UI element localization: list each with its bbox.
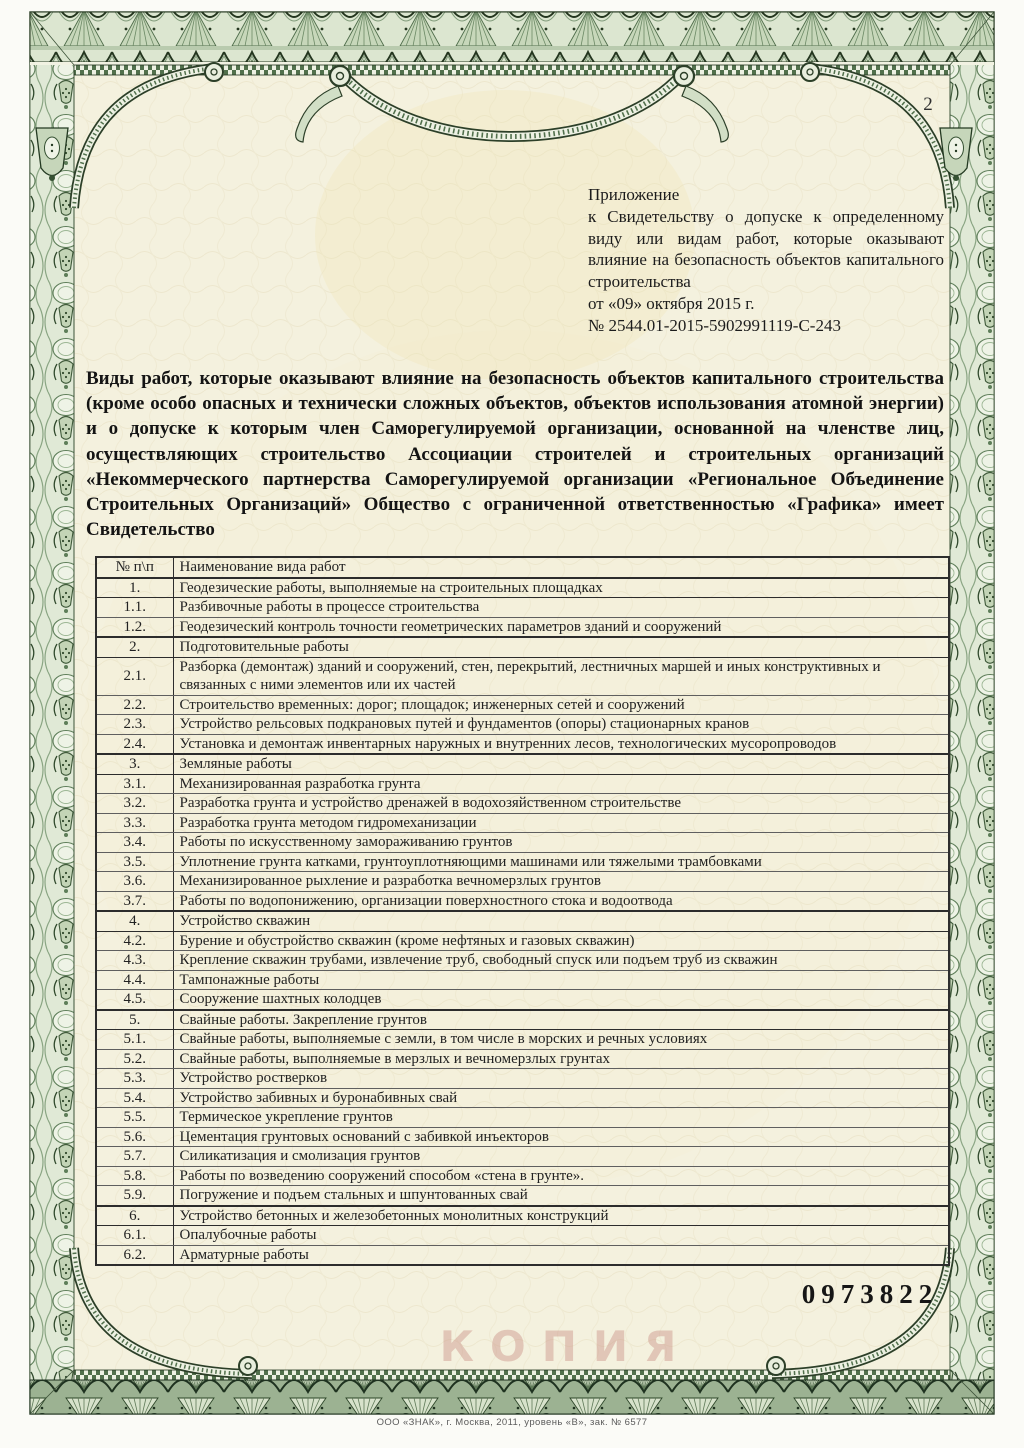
row-title: Тампонажные работы bbox=[173, 970, 949, 990]
table-row bbox=[96, 1166, 949, 1186]
table-row bbox=[96, 715, 949, 735]
top-border bbox=[30, 12, 994, 75]
row-title: Свайные работы, выполняемые с земли, в том числе в морских и речных условиях bbox=[173, 1030, 949, 1050]
row-title: Устройство бетонных и железобетонных монолитных конструкций bbox=[173, 1206, 949, 1226]
table-row bbox=[96, 813, 949, 833]
row-number: 2.1. bbox=[96, 657, 173, 695]
table-row bbox=[96, 1226, 949, 1246]
table-row bbox=[96, 1127, 949, 1147]
serial-number: 0973822 bbox=[801, 1279, 939, 1309]
appendix-body: к Свидетельству о допуске к определенному виду или видам работ, которые оказывают влияние на безопасность объектов капитального строительства bbox=[588, 206, 944, 292]
table-row bbox=[96, 637, 949, 657]
row-title: Разработка грунта методом гидромеханизации bbox=[173, 813, 949, 833]
row-title: Подготовительные работы bbox=[173, 637, 949, 657]
row-title: Работы по водопонижению, организации поверхностного стока и водоотвода bbox=[173, 891, 949, 911]
table-row bbox=[96, 872, 949, 892]
appendix-number: № 2544.01-2015-5902991119-С-243 bbox=[588, 315, 841, 335]
row-title: Крепление скважин трубами, извлечение труб, свободный спуск или подъем труб из скважин bbox=[173, 951, 949, 971]
table-row bbox=[96, 852, 949, 872]
row-title: Разбивочные работы в процессе строительства bbox=[173, 598, 949, 618]
table-row bbox=[96, 833, 949, 853]
copy-watermark: КОПИЯ bbox=[439, 1322, 693, 1371]
table-row bbox=[96, 794, 949, 814]
row-title: Геодезические работы, выполняемые на строительных площадках bbox=[173, 578, 949, 598]
row-number: 5.8. bbox=[96, 1166, 173, 1186]
row-title: Силикатизация и смолизация грунтов bbox=[173, 1147, 949, 1167]
row-number: 3.3. bbox=[96, 813, 173, 833]
work-types-table-head bbox=[96, 557, 949, 578]
row-title: Термическое укрепление грунтов bbox=[173, 1108, 949, 1128]
table-row bbox=[96, 1147, 949, 1167]
row-number: 5.2. bbox=[96, 1049, 173, 1069]
row-number: 5.9. bbox=[96, 1186, 173, 1206]
row-title: Земляные работы bbox=[173, 754, 949, 774]
row-title: Работы по искусственному замораживанию грунтов bbox=[173, 833, 949, 853]
table-row bbox=[96, 1049, 949, 1069]
page-number: 2 bbox=[923, 94, 933, 115]
row-title: Опалубочные работы bbox=[173, 1226, 949, 1246]
row-title: Механизированное рыхление и разработка вечномерзлых грунтов bbox=[173, 872, 949, 892]
row-number: 2. bbox=[96, 637, 173, 657]
row-number: 5.4. bbox=[96, 1088, 173, 1108]
row-title: Сооружение шахтных колодцев bbox=[173, 990, 949, 1010]
row-number: 5.6. bbox=[96, 1127, 173, 1147]
row-number: 3.6. bbox=[96, 872, 173, 892]
row-title: Геодезический контроль точности геометрических параметров зданий и сооружений bbox=[173, 617, 949, 637]
row-title: Строительство временных: дорог; площадок; инженерных сетей и сооружений bbox=[173, 695, 949, 715]
table-row bbox=[96, 970, 949, 990]
row-number: 3. bbox=[96, 754, 173, 774]
row-title: Устройство ростверков bbox=[173, 1069, 949, 1089]
row-number: 4.4. bbox=[96, 970, 173, 990]
table-row bbox=[96, 931, 949, 951]
row-number: 3.2. bbox=[96, 794, 173, 814]
header-title-column: Наименование вида работ bbox=[173, 557, 949, 578]
row-number: 5. bbox=[96, 1010, 173, 1030]
row-number: 2.3. bbox=[96, 715, 173, 735]
table-row bbox=[96, 1245, 949, 1265]
table-row bbox=[96, 695, 949, 715]
row-title: Свайные работы. Закрепление грунтов bbox=[173, 1010, 949, 1030]
row-number: 4. bbox=[96, 911, 173, 931]
table-row bbox=[96, 891, 949, 911]
row-title: Уплотнение грунта катками, грунтоуплотняющими машинами или тяжелыми трамбовками bbox=[173, 852, 949, 872]
printer-footer: ООО «ЗНАК», г. Москва, 2011, уровень «В», зак. № 6577 bbox=[376, 1417, 648, 1428]
bottom-border bbox=[30, 1370, 994, 1414]
row-number: 3.4. bbox=[96, 833, 173, 853]
row-title: Разработка грунта и устройство дренажей в водохозяйственном строительстве bbox=[173, 794, 949, 814]
row-title: Устройство забивных и буронабивных свай bbox=[173, 1088, 949, 1108]
table-header-row bbox=[96, 557, 949, 578]
appendix-date: от «09» октября 2015 г. bbox=[588, 293, 755, 313]
table-row bbox=[96, 774, 949, 794]
row-number: 3.5. bbox=[96, 852, 173, 872]
table-row bbox=[96, 990, 949, 1010]
row-number: 2.4. bbox=[96, 734, 173, 754]
row-number: 6.1. bbox=[96, 1226, 173, 1246]
work-types-table bbox=[95, 556, 950, 1266]
table-row bbox=[96, 951, 949, 971]
row-title: Механизированная разработка грунта bbox=[173, 774, 949, 794]
table-row bbox=[96, 1088, 949, 1108]
row-number: 6.2. bbox=[96, 1245, 173, 1265]
row-title: Цементация грунтовых оснований с забивкой инъекторов bbox=[173, 1127, 949, 1147]
row-number: 1. bbox=[96, 578, 173, 598]
work-types-table-body bbox=[96, 578, 949, 1266]
row-title: Установка и демонтаж инвентарных наружных и внутренних лесов, технологических мусоропроводов bbox=[173, 734, 949, 754]
row-number: 5.5. bbox=[96, 1108, 173, 1128]
table-row bbox=[96, 657, 949, 695]
row-title: Арматурные работы bbox=[173, 1245, 949, 1265]
table-row bbox=[96, 598, 949, 618]
row-title: Бурение и обустройство скважин (кроме нефтяных и газовых скважин) bbox=[173, 931, 949, 951]
row-number: 5.7. bbox=[96, 1147, 173, 1167]
row-number: 3.7. bbox=[96, 891, 173, 911]
header-number-column: № п\п bbox=[96, 557, 173, 578]
row-number: 5.3. bbox=[96, 1069, 173, 1089]
row-title: Разборка (демонтаж) зданий и сооружений, стен, перекрытий, лестничных маршей и иных конструктивных и связанных с ними элементов или их частей bbox=[173, 657, 949, 695]
row-number: 4.2. bbox=[96, 931, 173, 951]
row-number: 6. bbox=[96, 1206, 173, 1226]
table-row bbox=[96, 911, 949, 931]
table-row bbox=[96, 734, 949, 754]
table-row bbox=[96, 754, 949, 774]
table-row bbox=[96, 1030, 949, 1050]
row-number: 4.3. bbox=[96, 951, 173, 971]
row-number: 1.1. bbox=[96, 598, 173, 618]
row-title: Устройство рельсовых подкрановых путей и фундаментов (опоры) стационарных кранов bbox=[173, 715, 949, 735]
row-number: 2.2. bbox=[96, 695, 173, 715]
row-title: Погружение и подъем стальных и шпунтованных свай bbox=[173, 1186, 949, 1206]
table-row bbox=[96, 578, 949, 598]
row-number: 3.1. bbox=[96, 774, 173, 794]
intro-paragraph: Виды работ, которые оказывают влияние на безопасность объектов капитального строительства (кроме особо опасных и технически сложных объектов, объектов использования атомной энергии) и о допуске к которым член Саморегулируемой организации, основанной на членстве лиц, осуществляющих строительство Ассоциации строителей и строительных организаций «Некоммерческого партнерства Саморегулируемой организации «Региональное Объединение Строительных Организаций» Общество с ограниченной ответственностью «Графика» имеет Свидетельство bbox=[86, 368, 944, 541]
appendix-header bbox=[588, 184, 944, 337]
table-row bbox=[96, 1010, 949, 1030]
table-row bbox=[96, 617, 949, 637]
table-row bbox=[96, 1206, 949, 1226]
row-number: 1.2. bbox=[96, 617, 173, 637]
row-number: 4.5. bbox=[96, 990, 173, 1010]
table-row bbox=[96, 1108, 949, 1128]
row-title: Устройство скважин bbox=[173, 911, 949, 931]
row-title: Работы по возведению сооружений способом «стена в грунте». bbox=[173, 1166, 949, 1186]
row-title: Свайные работы, выполняемые в мерзлых и вечномерзлых грунтах bbox=[173, 1049, 949, 1069]
table-row bbox=[96, 1069, 949, 1089]
appendix-title: Приложение bbox=[588, 185, 680, 204]
table-row bbox=[96, 1186, 949, 1206]
row-number: 5.1. bbox=[96, 1030, 173, 1050]
